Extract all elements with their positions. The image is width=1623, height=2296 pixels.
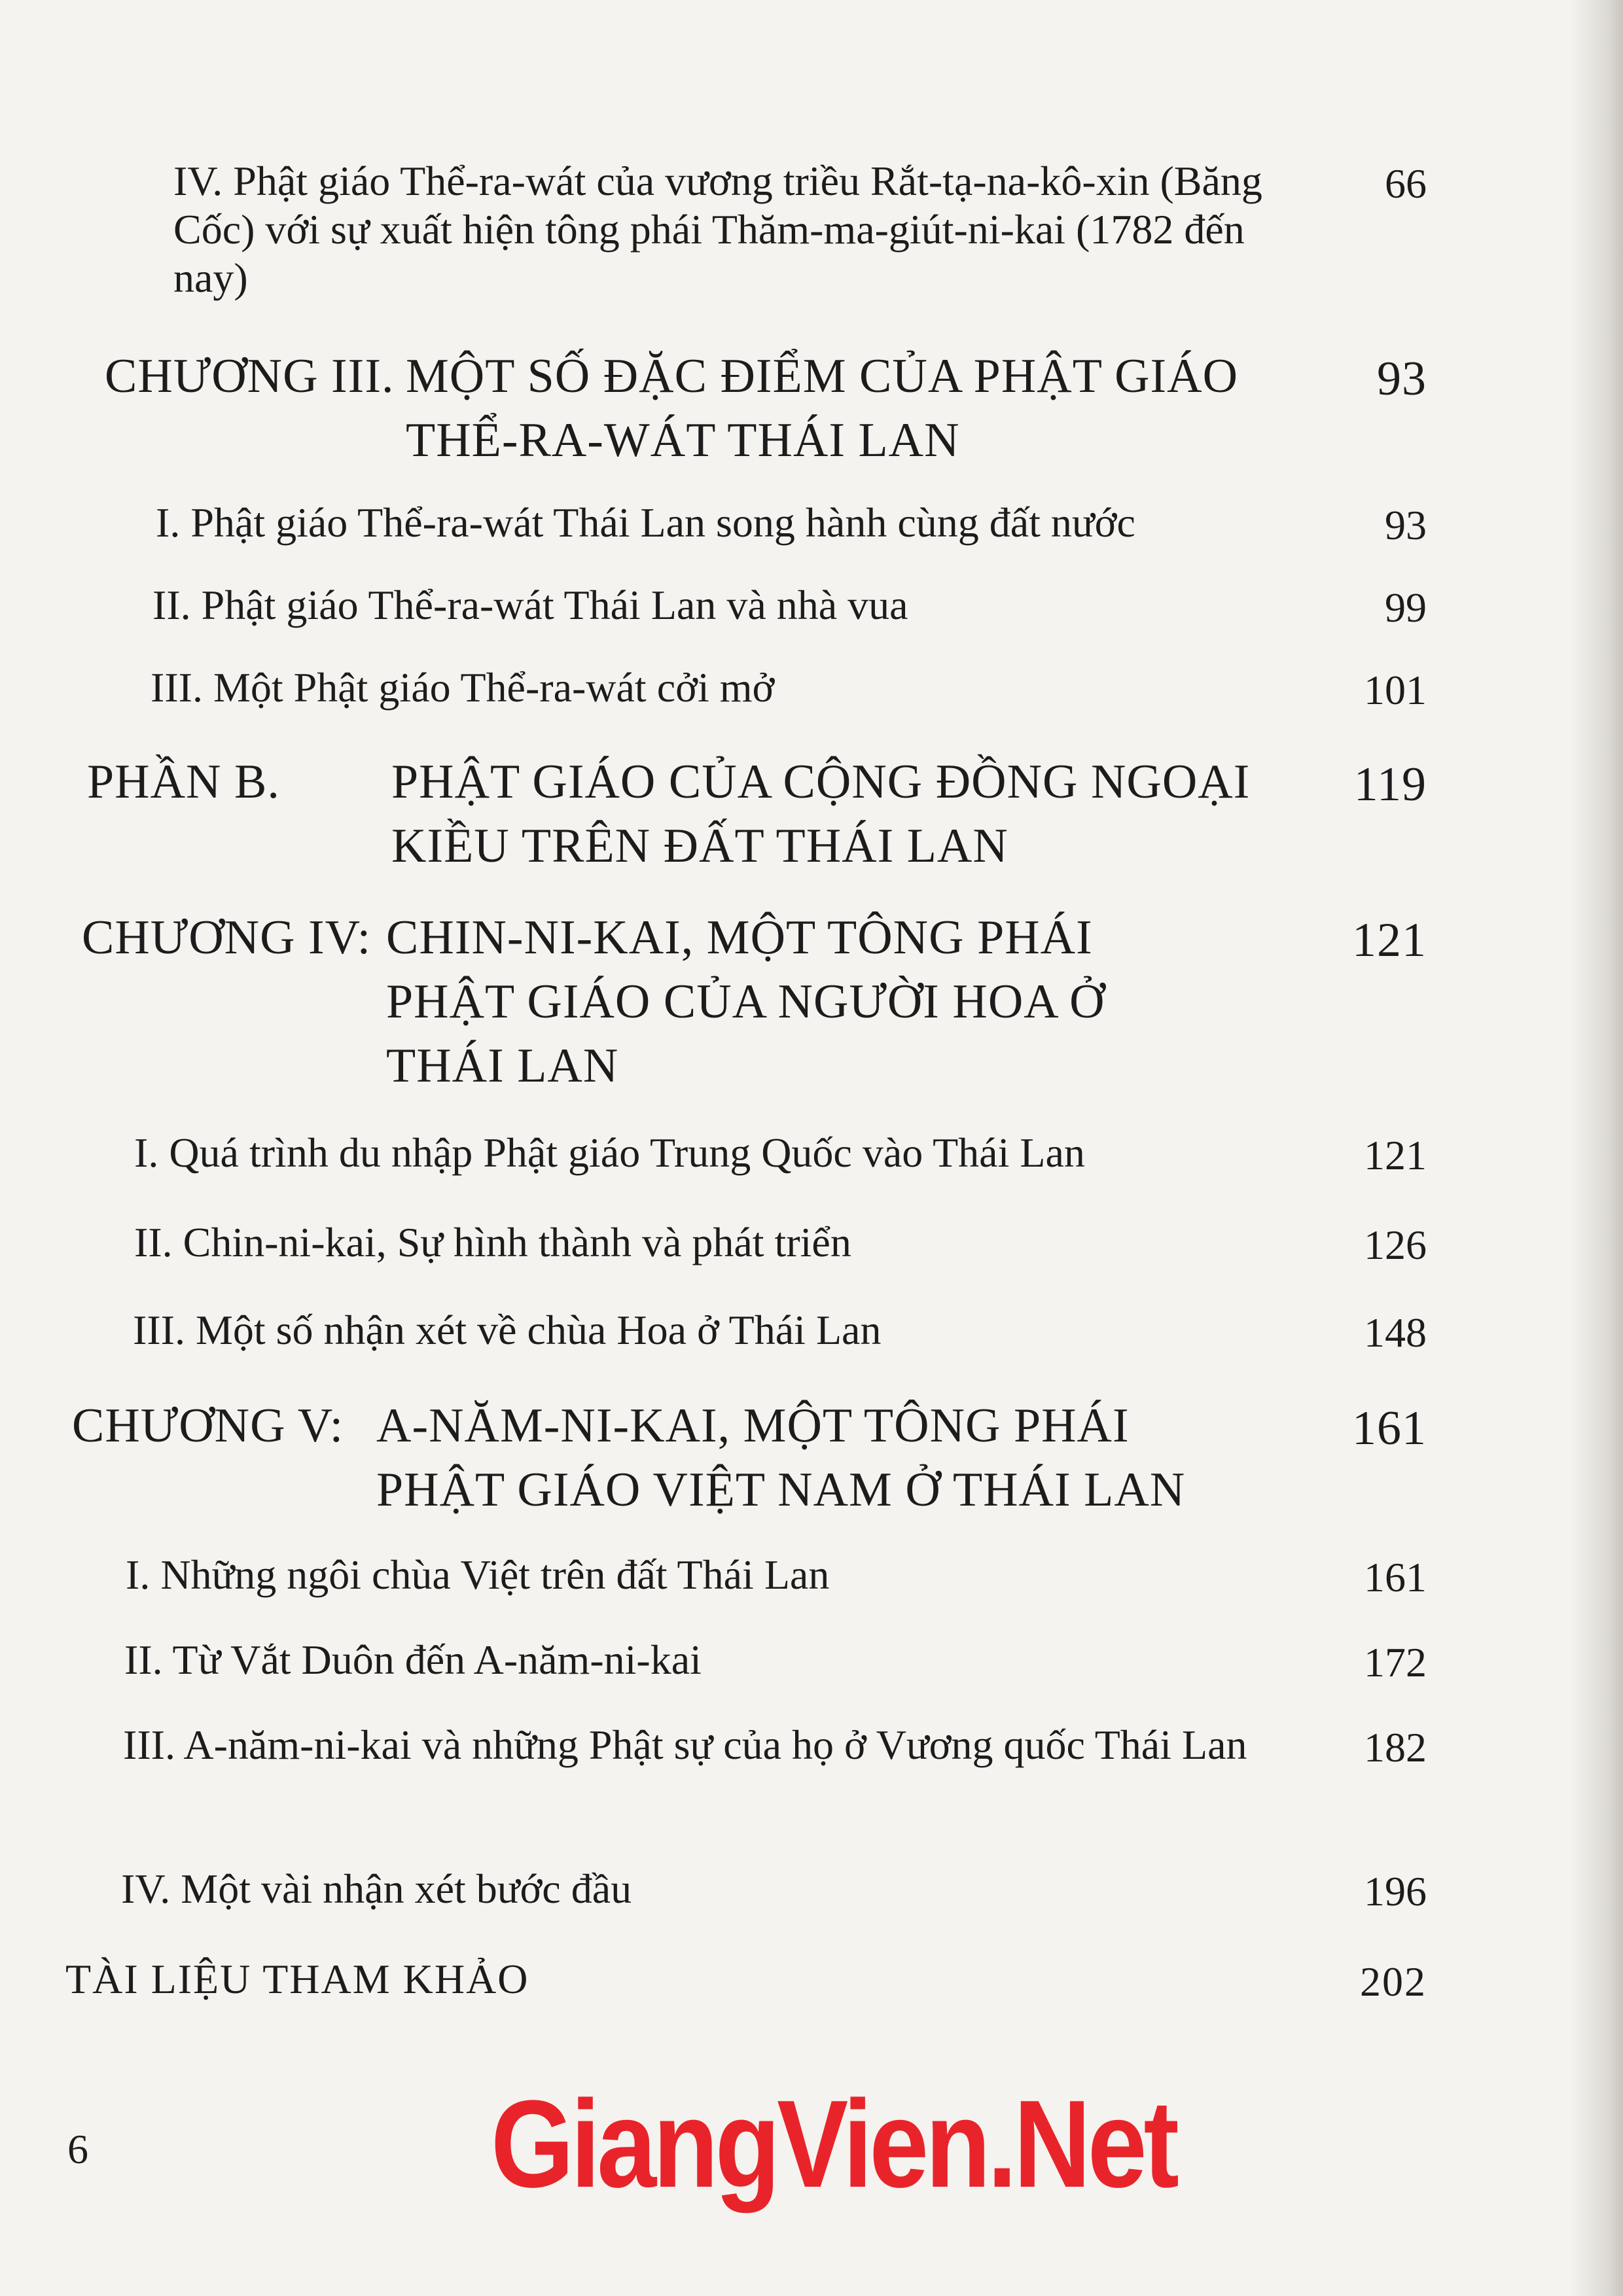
toc-entry-title: I. Phật giáo Thể-ra-wát Thái Lan song hành cùng đất nước <box>156 499 1135 546</box>
toc-entry-title: IV. Một vài nhận xét bước đầu <box>121 1865 632 1912</box>
toc-entry-title: III. Một Phật giáo Thể-ra-wát cởi mở <box>151 664 775 711</box>
toc-entry-title: I. Những ngôi chùa Việt trên đất Thái Lan <box>126 1551 830 1598</box>
toc-entry-title: TÀI LIỆU THAM KHẢO <box>65 1956 529 2002</box>
toc-entry-title: I. Quá trình du nhập Phật giáo Trung Quốc vào Thái Lan <box>134 1129 1085 1176</box>
toc-chapter-page: 93 <box>1377 352 1427 406</box>
toc-chapter-title: CHIN-NI-KAI, MỘT TÔNG PHÁI PHẬT GIÁO CỦA NGƯỜI HOA Ở THÁI LAN <box>386 911 1105 1093</box>
toc-entry-page: 66 <box>1385 160 1427 207</box>
toc-chapter-label: CHƯƠNG V: <box>72 1399 344 1453</box>
toc-entry-title: II. Chin-ni-kai, Sự hình thành và phát triển <box>134 1219 851 1265</box>
toc-entry-page: 148 <box>1364 1309 1427 1356</box>
toc-chapter-label: CHƯƠNG IV: <box>82 911 372 964</box>
toc-chapter-page: 161 <box>1352 1402 1427 1455</box>
toc-entry-title: III. Một số nhận xét về chùa Hoa ở Thái Lan <box>133 1307 882 1353</box>
toc-entry-title: II. Từ Vắt Duôn đến A-năm-ni-kai <box>124 1636 702 1683</box>
toc-chapter-title: MỘT SỐ ĐẶC ĐIỂM CỦA PHẬT GIÁO THỂ-RA-WÁT THÁI LAN <box>406 349 1239 467</box>
toc-chapter-page: 121 <box>1352 913 1427 967</box>
toc-part-page: 119 <box>1353 758 1427 811</box>
toc-entry-page: 172 <box>1364 1639 1427 1686</box>
toc-entry-page: 202 <box>1360 1958 1427 2005</box>
toc-entry-page: 101 <box>1364 667 1427 713</box>
toc-entry-page: 196 <box>1364 1868 1427 1915</box>
toc-entry-page: 182 <box>1364 1724 1427 1771</box>
toc-entry-page: 121 <box>1364 1132 1427 1178</box>
toc-entry-title: III. A-năm-ni-kai và những Phật sự của họ ở Vương quốc Thái Lan <box>123 1722 1247 1768</box>
toc-entry-title: II. Phật giáo Thể-ra-wát Thái Lan và nhà vua <box>152 582 908 628</box>
toc-entry-page: 99 <box>1385 584 1427 631</box>
toc-entry-page: 126 <box>1364 1222 1427 1268</box>
toc-chapter-title: A-NĂM-NI-KAI, MỘT TÔNG PHÁI PHẬT GIÁO VIỆT NAM Ở THÁI LAN <box>376 1399 1186 1517</box>
toc-part-label: PHẦN B. <box>87 755 280 809</box>
toc-entry-page: 161 <box>1364 1554 1427 1600</box>
watermark-text: GiangVien.Net <box>491 2075 1176 2214</box>
toc-entry-page: 93 <box>1385 502 1427 548</box>
toc-entry-title: IV. Phật giáo Thể-ra-wát của vương triều Rắt-tạ-na-kô-xin (Băng Cốc) với sự xuất hiện tông phái Thăm-ma-giút-ni-kai (1782 đến nay) <box>173 158 1262 301</box>
toc-chapter-label: CHƯƠNG III. <box>105 349 395 403</box>
page-number: 6 <box>67 2126 88 2172</box>
toc-part-title: PHẬT GIÁO CỦA CỘNG ĐỒNG NGOẠI KIỀU TRÊN ĐẤT THÁI LAN <box>391 755 1251 873</box>
